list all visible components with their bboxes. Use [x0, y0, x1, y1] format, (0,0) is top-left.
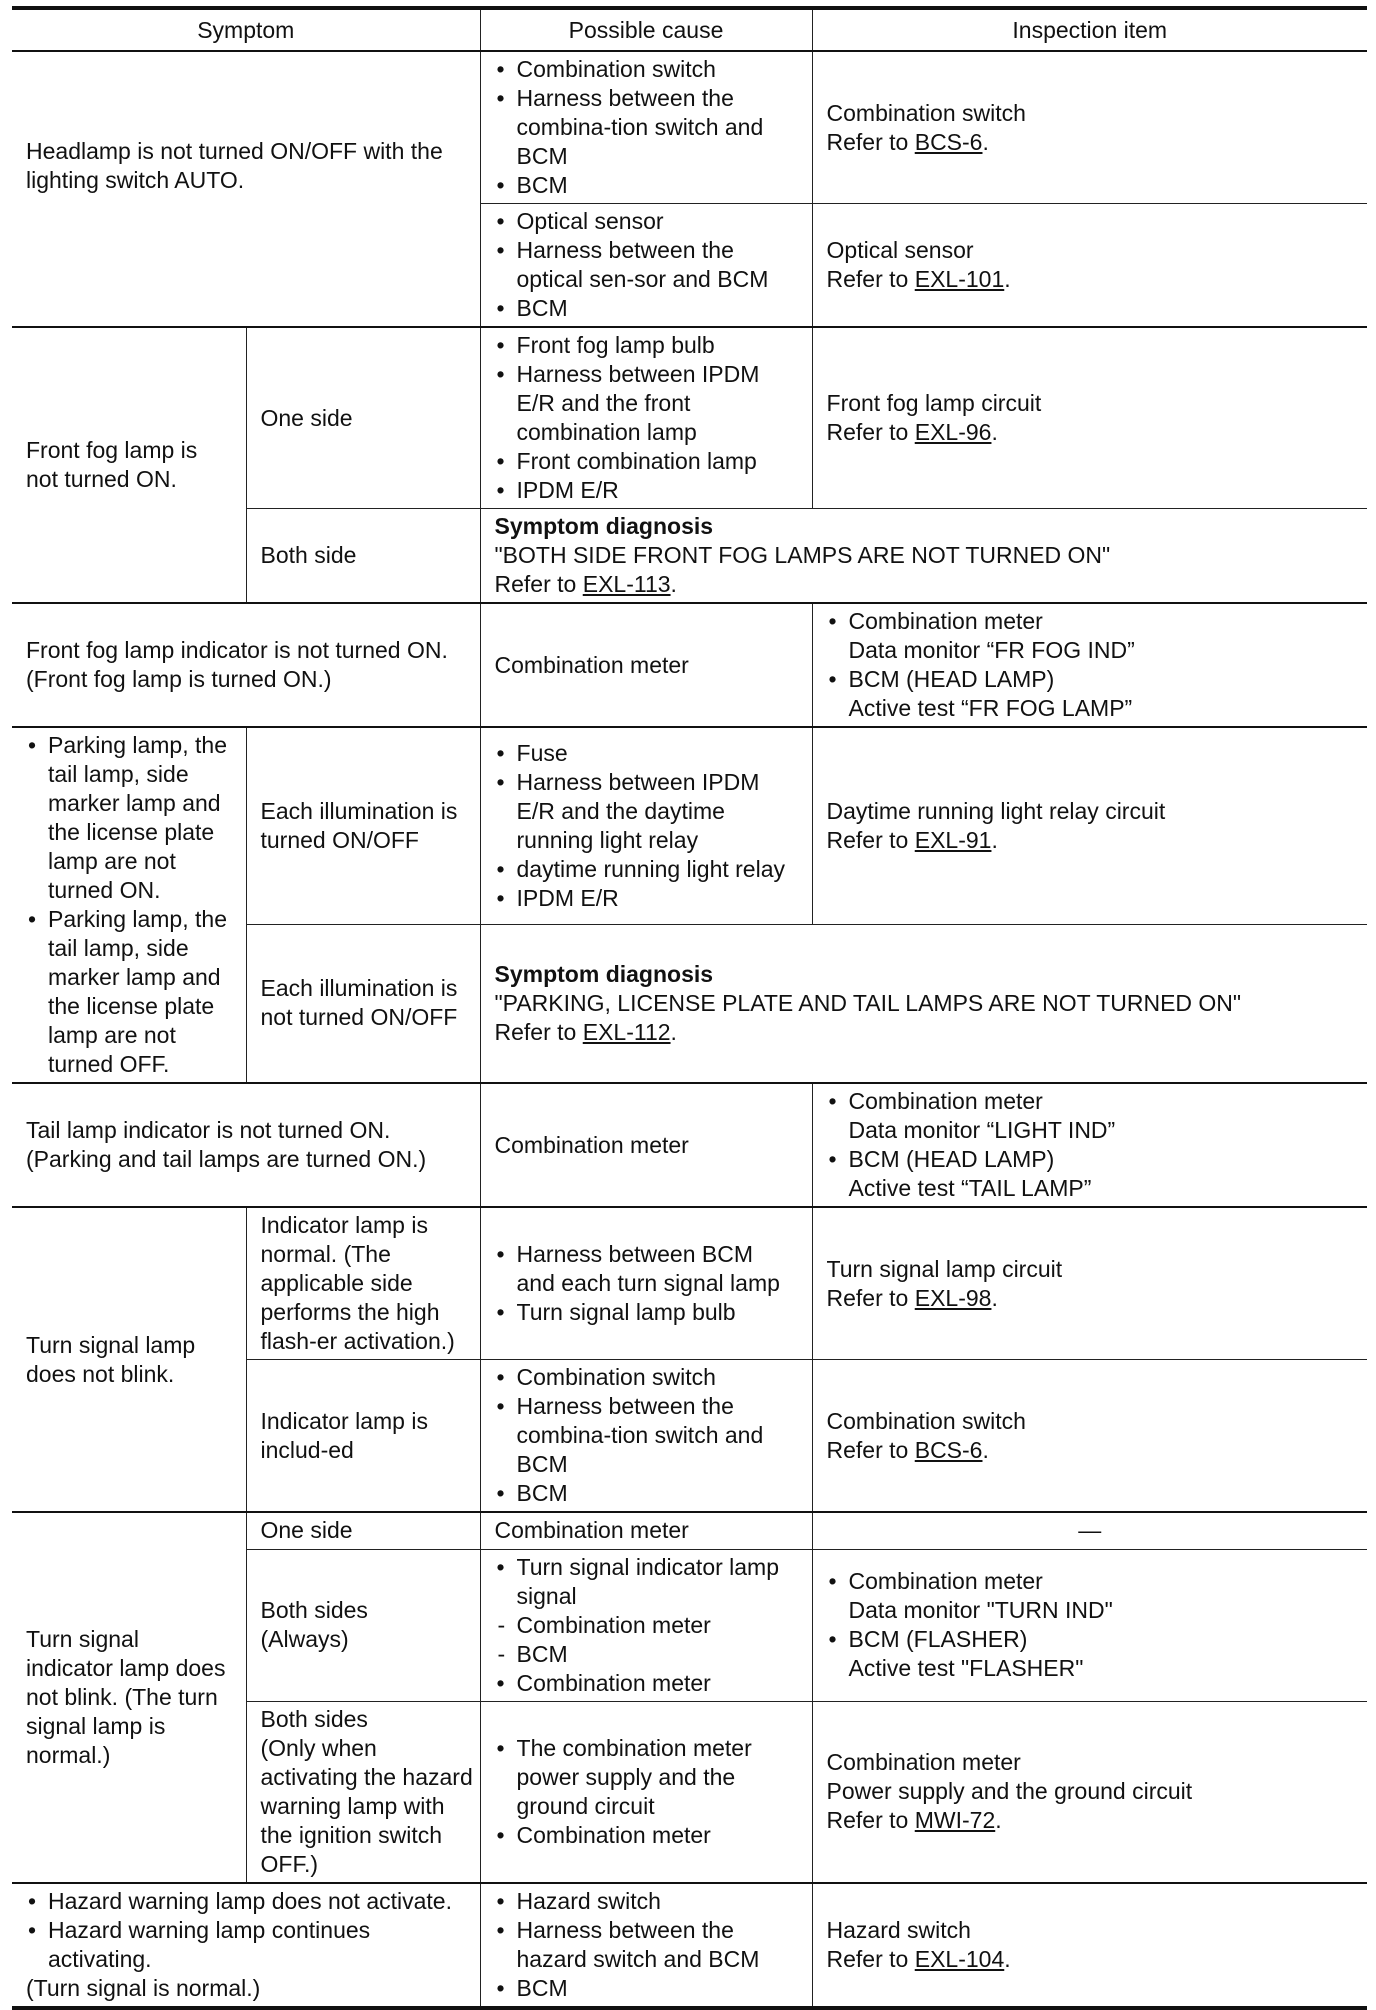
list-item: • Parking lamp, the tail lamp, side marker lamp and the license plate lamp are not turned OFF.: [26, 905, 232, 1079]
inspection-cell: [812, 1549, 1367, 1701]
inspection-item: Front fog lamp circuit: [826, 390, 1042, 416]
table-row: [12, 1207, 1367, 1360]
reference-link[interactable]: BCS-6: [914, 1436, 983, 1463]
list-item: - Combination meter: [495, 1611, 798, 1640]
list-item: • Combination meter Data monitor “LIGHT IND”: [827, 1087, 1354, 1145]
list-item: • Combination switch: [495, 1363, 798, 1392]
reference-link[interactable]: EXL-101: [914, 266, 1005, 292]
reference-link[interactable]: EXL-98: [914, 1284, 992, 1311]
reference-link[interactable]: EXL-104: [914, 1945, 1005, 1972]
cause-cell: [480, 51, 812, 204]
symptom-note: (Turn signal is normal.): [26, 1974, 261, 2001]
reference-link[interactable]: BCS-6: [914, 128, 983, 155]
symptom-line: Front fog lamp indicator is not turned ON.: [26, 637, 448, 663]
list-item: • Combination meter Data monitor "TURN IND": [827, 1567, 1354, 1625]
refer-label: Refer to: [826, 266, 909, 292]
list-item: • Harness between IPDM E/R and the daytime running light relay: [495, 768, 798, 855]
cause-cell: Combination meter: [480, 1083, 812, 1207]
condition-cell: Both side: [246, 509, 480, 604]
table-row: [12, 603, 1367, 727]
list-item: • BCM: [495, 171, 798, 200]
cause-cell: Combination meter: [480, 1512, 812, 1549]
list-item: • Hazard warning lamp does not activate.: [26, 1887, 466, 1916]
diagnosis-table-sheet: [12, 6, 1367, 2010]
table-row: [12, 1512, 1367, 1549]
condition-cell: Both sides (Only when activating the hazard warning lamp with the ignition switch OFF.): [246, 1701, 480, 1883]
cause-cell: [480, 204, 812, 328]
condition-cell: Both sides (Always): [246, 1549, 480, 1701]
list-item: • Harness between BCM and each turn signal lamp: [495, 1240, 798, 1298]
symptom-cell: Turn signal indicator lamp does not blink. (The turn signal lamp is normal.): [12, 1512, 246, 1883]
list-item: • Combination meter: [495, 1821, 798, 1850]
refer-label: Refer to: [826, 1945, 909, 1972]
list-item: • Front combination lamp: [495, 447, 798, 476]
inspection-cell: Front fog lamp circuit Refer to EXL-96.: [812, 327, 1367, 509]
inspection-item: Combination switch: [826, 1407, 1026, 1434]
list-item: - BCM: [495, 1640, 798, 1669]
condition-cell: One side: [246, 1512, 480, 1549]
cause-cell: [480, 727, 812, 924]
diagnosis-cell: Symptom diagnosis "PARKING, LICENSE PLATE AND TAIL LAMPS ARE NOT TURNED ON" Refer to EXL-112.: [480, 924, 1367, 1083]
list-item: • Turn signal lamp bulb: [495, 1298, 798, 1327]
cause-cell: [480, 1549, 812, 1701]
refer-label: Refer to: [826, 1284, 909, 1311]
list-item: • The combination meter power supply and the ground circuit: [495, 1734, 798, 1821]
symptom-cell: [12, 603, 480, 727]
list-item: • Combination switch: [495, 55, 798, 84]
inspection-cell: —: [812, 1512, 1367, 1549]
list-item: • IPDM E/R: [495, 476, 798, 505]
symptom-line: (Parking and tail lamps are turned ON.): [26, 1146, 427, 1172]
reference-link[interactable]: EXL-112: [582, 1018, 671, 1045]
inspection-cell: Daytime running light relay circuit Refer to EXL-91.: [812, 727, 1367, 924]
cause-cell: [480, 1207, 812, 1360]
inspection-cell: Combination meter Power supply and the ground circuit Refer to MWI-72.: [812, 1701, 1367, 1883]
symptom-cell: [12, 1883, 480, 2008]
list-item: • Harness between the combina-tion switch and BCM: [495, 84, 798, 171]
header-row: [12, 8, 1367, 51]
diagnosis-text: "BOTH SIDE FRONT FOG LAMPS ARE NOT TURNED ON": [494, 542, 1111, 568]
symptom-line: (Front fog lamp is turned ON.): [26, 666, 332, 692]
diagnosis-text: "PARKING, LICENSE PLATE AND TAIL LAMPS ARE NOT TURNED ON": [494, 989, 1242, 1016]
list-item: • Optical sensor: [495, 207, 798, 236]
list-item: • Harness between the optical sen-sor and BCM: [495, 236, 798, 294]
cause-cell: [480, 1883, 812, 2008]
refer-label: Refer to: [826, 419, 909, 445]
symptom-cell: [12, 727, 246, 1083]
list-item: • Combination meter Data monitor “FR FOG IND”: [827, 607, 1354, 665]
diagnosis-cell: Symptom diagnosis "BOTH SIDE FRONT FOG LAMPS ARE NOT TURNED ON" Refer to EXL-113.: [480, 509, 1367, 604]
condition-cell: Indicator lamp is includ-ed: [246, 1360, 480, 1513]
diagnosis-title: Symptom diagnosis: [494, 513, 714, 539]
refer-label: Refer to: [826, 826, 909, 853]
reference-link[interactable]: EXL-113: [582, 571, 671, 597]
list-item: • Front fog lamp bulb: [495, 331, 798, 360]
header-symptom: Symptom: [12, 8, 480, 51]
list-item: • Harness between IPDM E/R and the front combination lamp: [495, 360, 798, 447]
inspection-cell: Combination switch Refer to BCS-6.: [812, 51, 1367, 204]
symptom-cell: Headlamp is not turned ON/OFF with the lighting switch AUTO.: [12, 51, 480, 327]
list-item: • Harness between the combina-tion switch and BCM: [495, 1392, 798, 1479]
inspection-cell: [812, 603, 1367, 727]
inspection-cell: [812, 1083, 1367, 1207]
symptom-table: [12, 6, 1367, 2010]
inspection-item: Daytime running light relay circuit: [826, 797, 1166, 824]
cause-cell: [480, 1360, 812, 1513]
inspection-cell: Hazard switch Refer to EXL-104.: [812, 1883, 1367, 2008]
cause-cell: Combination meter: [480, 603, 812, 727]
list-item: • Hazard switch: [495, 1887, 798, 1916]
table-row: [12, 1883, 1367, 2008]
table-row: [12, 1083, 1367, 1207]
diagnosis-title: Symptom diagnosis: [494, 960, 714, 987]
list-item: • BCM: [495, 1974, 798, 2003]
list-item: • IPDM E/R: [495, 884, 798, 913]
list-item: • Hazard warning lamp continues activating.: [26, 1916, 466, 1974]
refer-label: Refer to: [494, 1018, 577, 1045]
refer-label: Refer to: [826, 1807, 909, 1833]
cause-cell: [480, 327, 812, 509]
list-item: • Fuse: [495, 739, 798, 768]
condition-cell: One side: [246, 327, 480, 509]
list-item: • BCM (HEAD LAMP) Active test “TAIL LAMP”: [827, 1145, 1354, 1203]
inspection-item: Hazard switch: [826, 1916, 971, 1943]
list-item: • BCM (HEAD LAMP) Active test “FR FOG LAMP”: [827, 665, 1354, 723]
list-item: • BCM: [495, 294, 798, 323]
inspection-cell: Optical sensor Refer to EXL-101.: [812, 204, 1367, 328]
inspection-item: Combination meter: [826, 1749, 1021, 1775]
list-item: • Turn signal indicator lamp signal: [495, 1553, 798, 1611]
header-possible-cause: Possible cause: [480, 8, 812, 51]
refer-label: Refer to: [494, 571, 577, 597]
list-item: • BCM: [495, 1479, 798, 1508]
symptom-cell: Turn signal lamp does not blink.: [12, 1207, 246, 1512]
inspection-item: Power supply and the ground circuit: [826, 1778, 1193, 1804]
table-row: [12, 727, 1367, 924]
list-item: • Combination meter: [495, 1669, 798, 1698]
list-item: • Parking lamp, the tail lamp, side marker lamp and the license plate lamp are not turned ON.: [26, 731, 232, 905]
list-item: • daytime running light relay: [495, 855, 798, 884]
reference-link[interactable]: EXL-96: [914, 419, 992, 445]
refer-label: Refer to: [826, 1436, 909, 1463]
symptom-line: Tail lamp indicator is not turned ON.: [26, 1117, 391, 1143]
inspection-cell: Combination switch Refer to BCS-6.: [812, 1360, 1367, 1513]
inspection-item: Combination switch: [826, 99, 1026, 126]
inspection-cell: Turn signal lamp circuit Refer to EXL-98.: [812, 1207, 1367, 1360]
cause-cell: [480, 1701, 812, 1883]
list-item: • BCM (FLASHER) Active test "FLASHER": [827, 1625, 1354, 1683]
symptom-cell: Front fog lamp is not turned ON.: [12, 327, 246, 603]
inspection-item: Optical sensor: [826, 237, 974, 263]
list-item: • Harness between the hazard switch and BCM: [495, 1916, 798, 1974]
reference-link[interactable]: MWI-72: [914, 1807, 996, 1833]
condition-cell: Indicator lamp is normal. (The applicable side performs the high flash-er activation.): [246, 1207, 480, 1360]
table-row: [12, 327, 1367, 509]
header-inspection-item: Inspection item: [812, 8, 1367, 51]
symptom-cell: [12, 1083, 480, 1207]
inspection-item: Turn signal lamp circuit: [826, 1255, 1063, 1282]
reference-link[interactable]: EXL-91: [914, 826, 992, 853]
condition-cell: Each illumination is turned ON/OFF: [246, 727, 480, 924]
condition-cell: Each illumination is not turned ON/OFF: [246, 924, 480, 1083]
table-row: [12, 51, 1367, 204]
refer-label: Refer to: [826, 128, 909, 155]
